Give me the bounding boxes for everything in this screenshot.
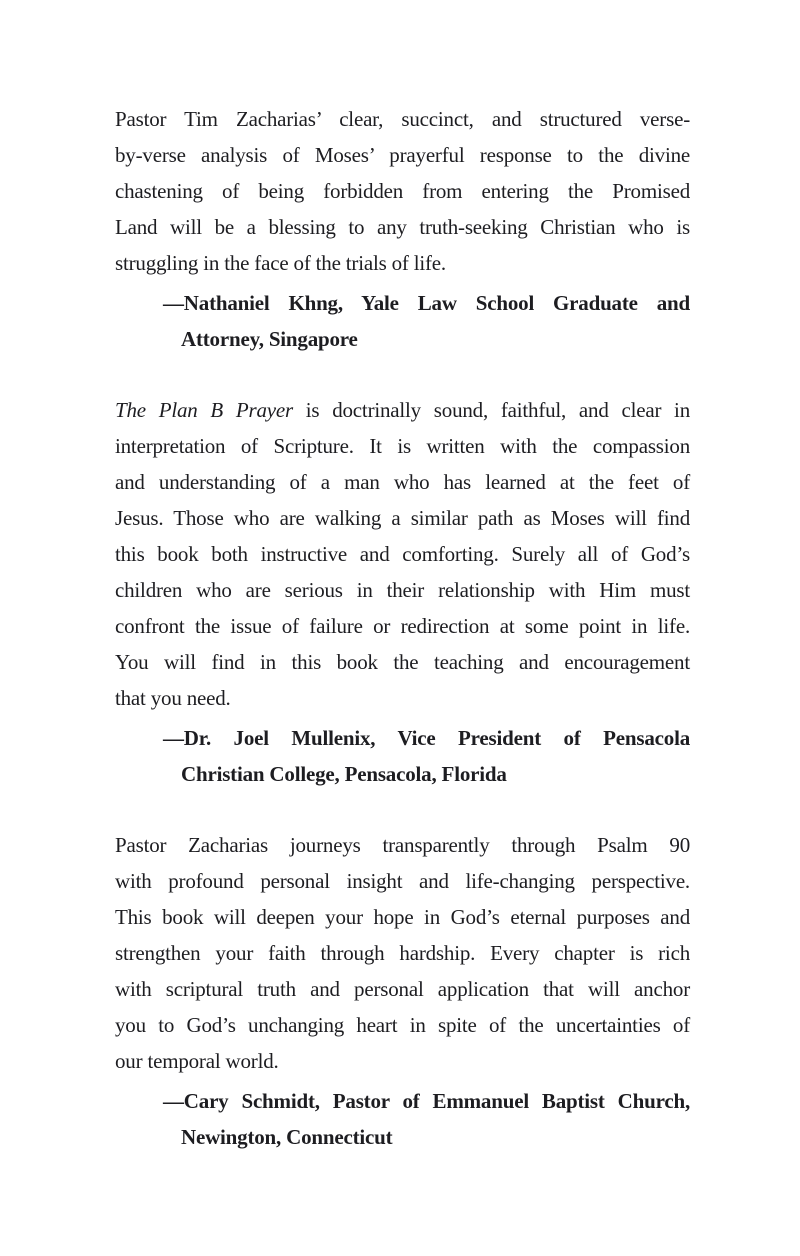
- quote-line: this book both instructive and comforting. Surely all of God’s: [115, 542, 690, 566]
- testimonial-quote: [115, 827, 690, 1079]
- quote-line: our temporal world.: [115, 1049, 279, 1073]
- testimonial-quote: [115, 101, 690, 281]
- testimonial: [115, 392, 690, 792]
- testimonial-attribution: [115, 720, 690, 792]
- quote-line: children who are serious in their relationship with Him must: [115, 578, 690, 602]
- attribution-line: Attorney, Singapore: [181, 327, 358, 351]
- quote-line: You will find in this book the teaching and encouragement: [115, 650, 690, 674]
- attribution-line: Christian College, Pensacola, Florida: [181, 762, 507, 786]
- quote-line: by-verse analysis of Moses’ prayerful response to the divine: [115, 143, 690, 167]
- testimonial-attribution: [115, 1083, 690, 1155]
- testimonial: [115, 827, 690, 1155]
- quote-line: with scriptural truth and personal application that will anchor: [115, 977, 690, 1001]
- quote-line: struggling in the face of the trials of life.: [115, 251, 446, 275]
- attribution-line: —Cary Schmidt, Pastor of Emmanuel Baptist Church,: [163, 1089, 690, 1113]
- book-title-italic: The Plan B Prayer: [115, 398, 293, 422]
- quote-line: Pastor Zacharias journeys transparently through Psalm 90: [115, 833, 690, 857]
- testimonial: [115, 101, 690, 357]
- quote-line: confront the issue of failure or redirection at some point in life.: [115, 614, 690, 638]
- attribution-line: Newington, Connecticut: [181, 1125, 393, 1149]
- quote-line: interpretation of Scripture. It is written with the compassion: [115, 434, 690, 458]
- quote-line: and understanding of a man who has learned at the feet of: [115, 470, 690, 494]
- quote-line: This book will deepen your hope in God’s eternal purposes and: [115, 905, 690, 929]
- quote-line: [115, 392, 690, 428]
- quote-line: Land will be a blessing to any truth-seeking Christian who is: [115, 215, 690, 239]
- quote-line: Pastor Tim Zacharias’ clear, succinct, and structured verse-: [115, 107, 690, 131]
- testimonial-quote: [115, 392, 690, 716]
- quote-text: is doctrinally sound, faithful, and clear in: [292, 398, 690, 422]
- quote-line: that you need.: [115, 686, 231, 710]
- quote-line: strengthen your faith through hardship. Every chapter is rich: [115, 941, 690, 965]
- testimonials-list: [115, 101, 690, 1155]
- testimonial-attribution: [115, 285, 690, 357]
- quote-line: Jesus. Those who are walking a similar path as Moses will find: [115, 506, 690, 530]
- attribution-line: —Dr. Joel Mullenix, Vice President of Pensacola: [163, 726, 690, 750]
- quote-line: you to God’s unchanging heart in spite of the uncertainties of: [115, 1013, 690, 1037]
- quote-line: chastening of being forbidden from entering the Promised: [115, 179, 690, 203]
- attribution-line: —Nathaniel Khng, Yale Law School Graduate and: [163, 291, 690, 315]
- quote-line: with profound personal insight and life-changing perspective.: [115, 869, 690, 893]
